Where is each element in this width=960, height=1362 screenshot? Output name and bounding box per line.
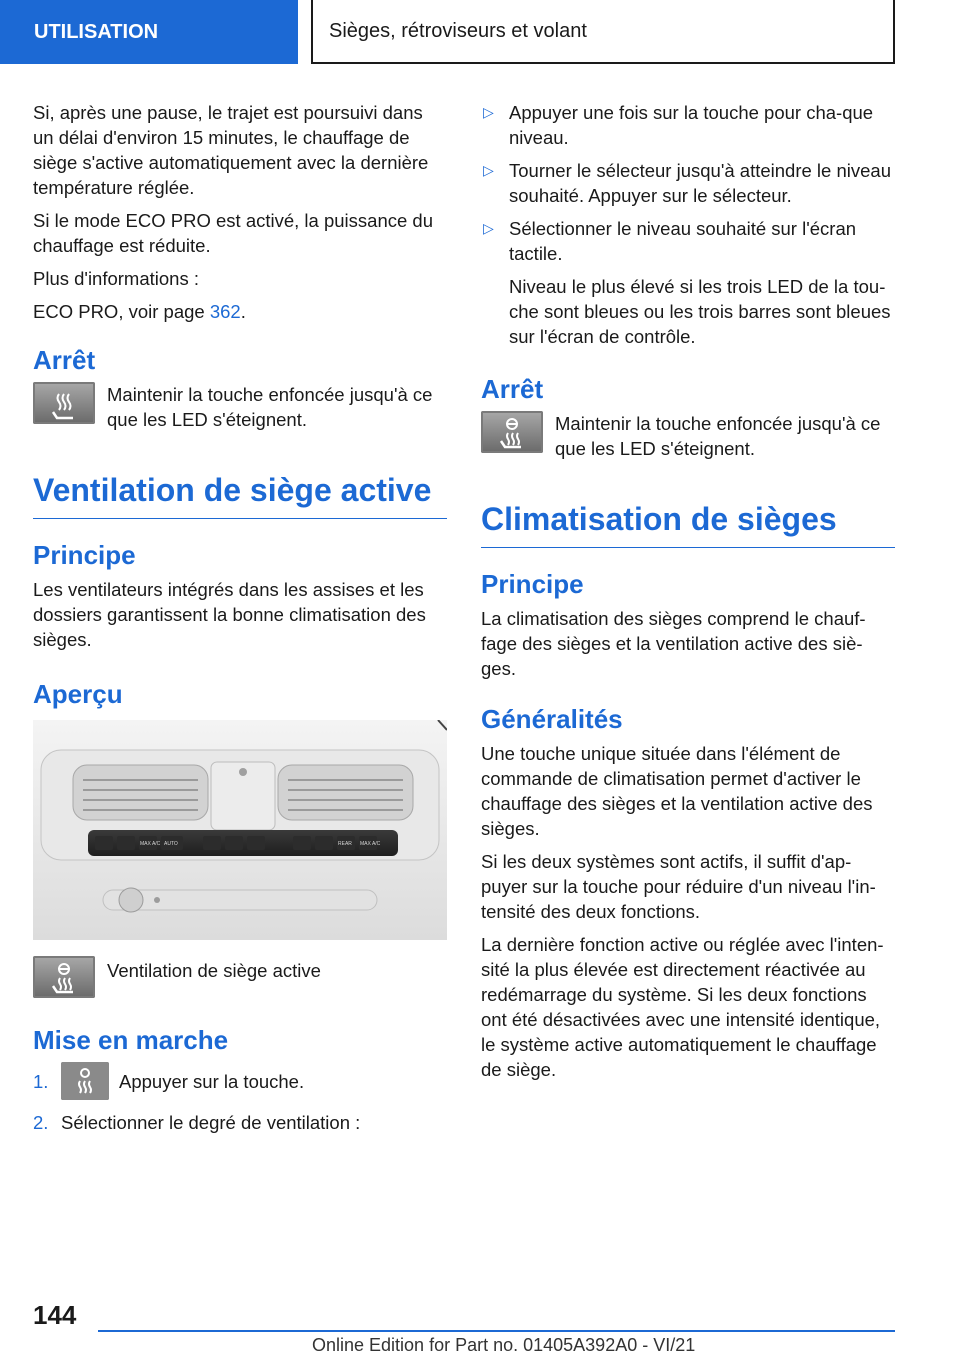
seat-ventilation-icon	[33, 956, 95, 998]
heading-principe: Principe	[481, 569, 584, 599]
seat-ventilation-icon	[61, 1062, 109, 1100]
step-text: Appuyer sur la touche.	[119, 1070, 305, 1092]
triangle-bullet-icon: ▷	[483, 104, 494, 120]
step-text: Sélectionner le degré de ventilation :	[61, 1112, 361, 1133]
paragraph: Si le mode ECO PRO est activé, la puissance du chauffage est réduite.	[33, 210, 433, 256]
list-item	[33, 1062, 447, 1100]
section-title: UTILISATION	[34, 20, 159, 43]
paragraph: La dernière fonction active ou réglée avec l'inten-sité la plus élevée est directement réactivée au redémarrage du système. Si les deux fonctions ont été désactivées avec une intensité identique, le système active automatiquement le chauffage de siège.	[481, 934, 884, 1080]
icon-legend	[33, 956, 447, 998]
heading-apercu: Aperçu	[33, 679, 123, 709]
photo-button-label: AUTO	[164, 841, 178, 847]
step-number: 1.	[33, 1070, 49, 1092]
instruction-text: Maintenir la touche enfoncée jusqu'à ce que les LED s'éteignent.	[107, 384, 433, 430]
steps-list	[33, 1062, 447, 1135]
paragraph: Plus d'informations :	[33, 268, 199, 289]
bullet-list	[481, 100, 895, 266]
icon-caption: Ventilation de siège active	[107, 960, 321, 981]
heading-arret: Arrêt	[481, 374, 544, 404]
footer-divider	[98, 1330, 895, 1332]
paragraph: Niveau le plus élevé si les trois LED de la tou-che sont bleues ou les trois barres sont bleues sur l'écran de contrôle.	[509, 276, 891, 347]
bullet-text: Tourner le sélecteur jusqu'à atteindre le niveau souhaité. Appuyer sur le sélecteur.	[509, 160, 891, 206]
paragraph: Si les deux systèmes sont actifs, il suffit d'ap-puyer sur la touche pour réduire d'un niveau l'in-tensité des deux fonctions.	[481, 851, 876, 922]
photo-button-label: MAX A/C	[360, 841, 381, 847]
climate-panel-photo	[33, 720, 447, 940]
bullet-text: Sélectionner le niveau souhaité sur l'écran tactile.	[509, 218, 857, 264]
heading-mise-en-marche: Mise en marche	[33, 1025, 229, 1055]
paragraph: Les ventilateurs intégrés dans les assises et les dossiers garantissent la bonne climatisation des sièges.	[33, 579, 426, 650]
photo-button-label: REAR	[338, 841, 352, 847]
triangle-bullet-icon: ▷	[483, 220, 494, 236]
heading-arret: Arrêt	[33, 345, 96, 375]
heading-principe: Principe	[33, 540, 136, 570]
list-item	[483, 100, 895, 150]
right-column	[481, 100, 895, 1090]
cross-reference	[33, 299, 447, 324]
photo-button-label: MAX A/C	[140, 841, 161, 847]
list-item	[483, 216, 895, 266]
paragraph: Si, après une pause, le trajet est poursuivi dans un délai d'environ 15 minutes, le chauffage de siège s'active automatiquement avec la dernière température réglée.	[33, 102, 429, 198]
footer-edition: Online Edition for Part no. 01405A392A0 - VI/21	[312, 1335, 696, 1355]
reference-end: .	[240, 301, 246, 322]
reference-text: ECO PRO, voir page	[33, 301, 210, 322]
triangle-bullet-icon: ▷	[483, 162, 494, 178]
heading-climatisation: Climatisation de sièges	[481, 499, 895, 548]
seat-ventilation-icon	[481, 411, 543, 453]
paragraph: Une touche unique située dans l'élément de commande de climatisation permet d'activer le chauffage des sièges et la ventilation active des sièges.	[481, 743, 873, 839]
heading-ventilation: Ventilation de siège active	[33, 470, 447, 519]
instruction-text: Maintenir la touche enfoncée jusqu'à ce que les LED s'éteignent.	[555, 413, 881, 459]
page-number: 144	[33, 1300, 77, 1330]
chapter-title: Sièges, rétroviseurs et volant	[329, 19, 587, 42]
paragraph: La climatisation des sièges comprend le chauf-fage des sièges et la ventilation active des siè-ges.	[481, 608, 866, 679]
section-tab	[0, 0, 298, 64]
step-number: 2.	[33, 1112, 49, 1133]
heading-generalites: Généralités	[481, 704, 623, 734]
arret-instruction	[481, 411, 895, 461]
page-link[interactable]: 362	[209, 301, 241, 322]
seat-heating-icon	[33, 382, 95, 424]
arret-instruction	[33, 382, 447, 432]
list-item	[483, 158, 895, 208]
bullet-text: Appuyer une fois sur la touche pour cha-que niveau.	[509, 102, 874, 148]
chapter-header	[311, 0, 895, 64]
left-column	[33, 100, 447, 1145]
list-item	[33, 1110, 447, 1135]
